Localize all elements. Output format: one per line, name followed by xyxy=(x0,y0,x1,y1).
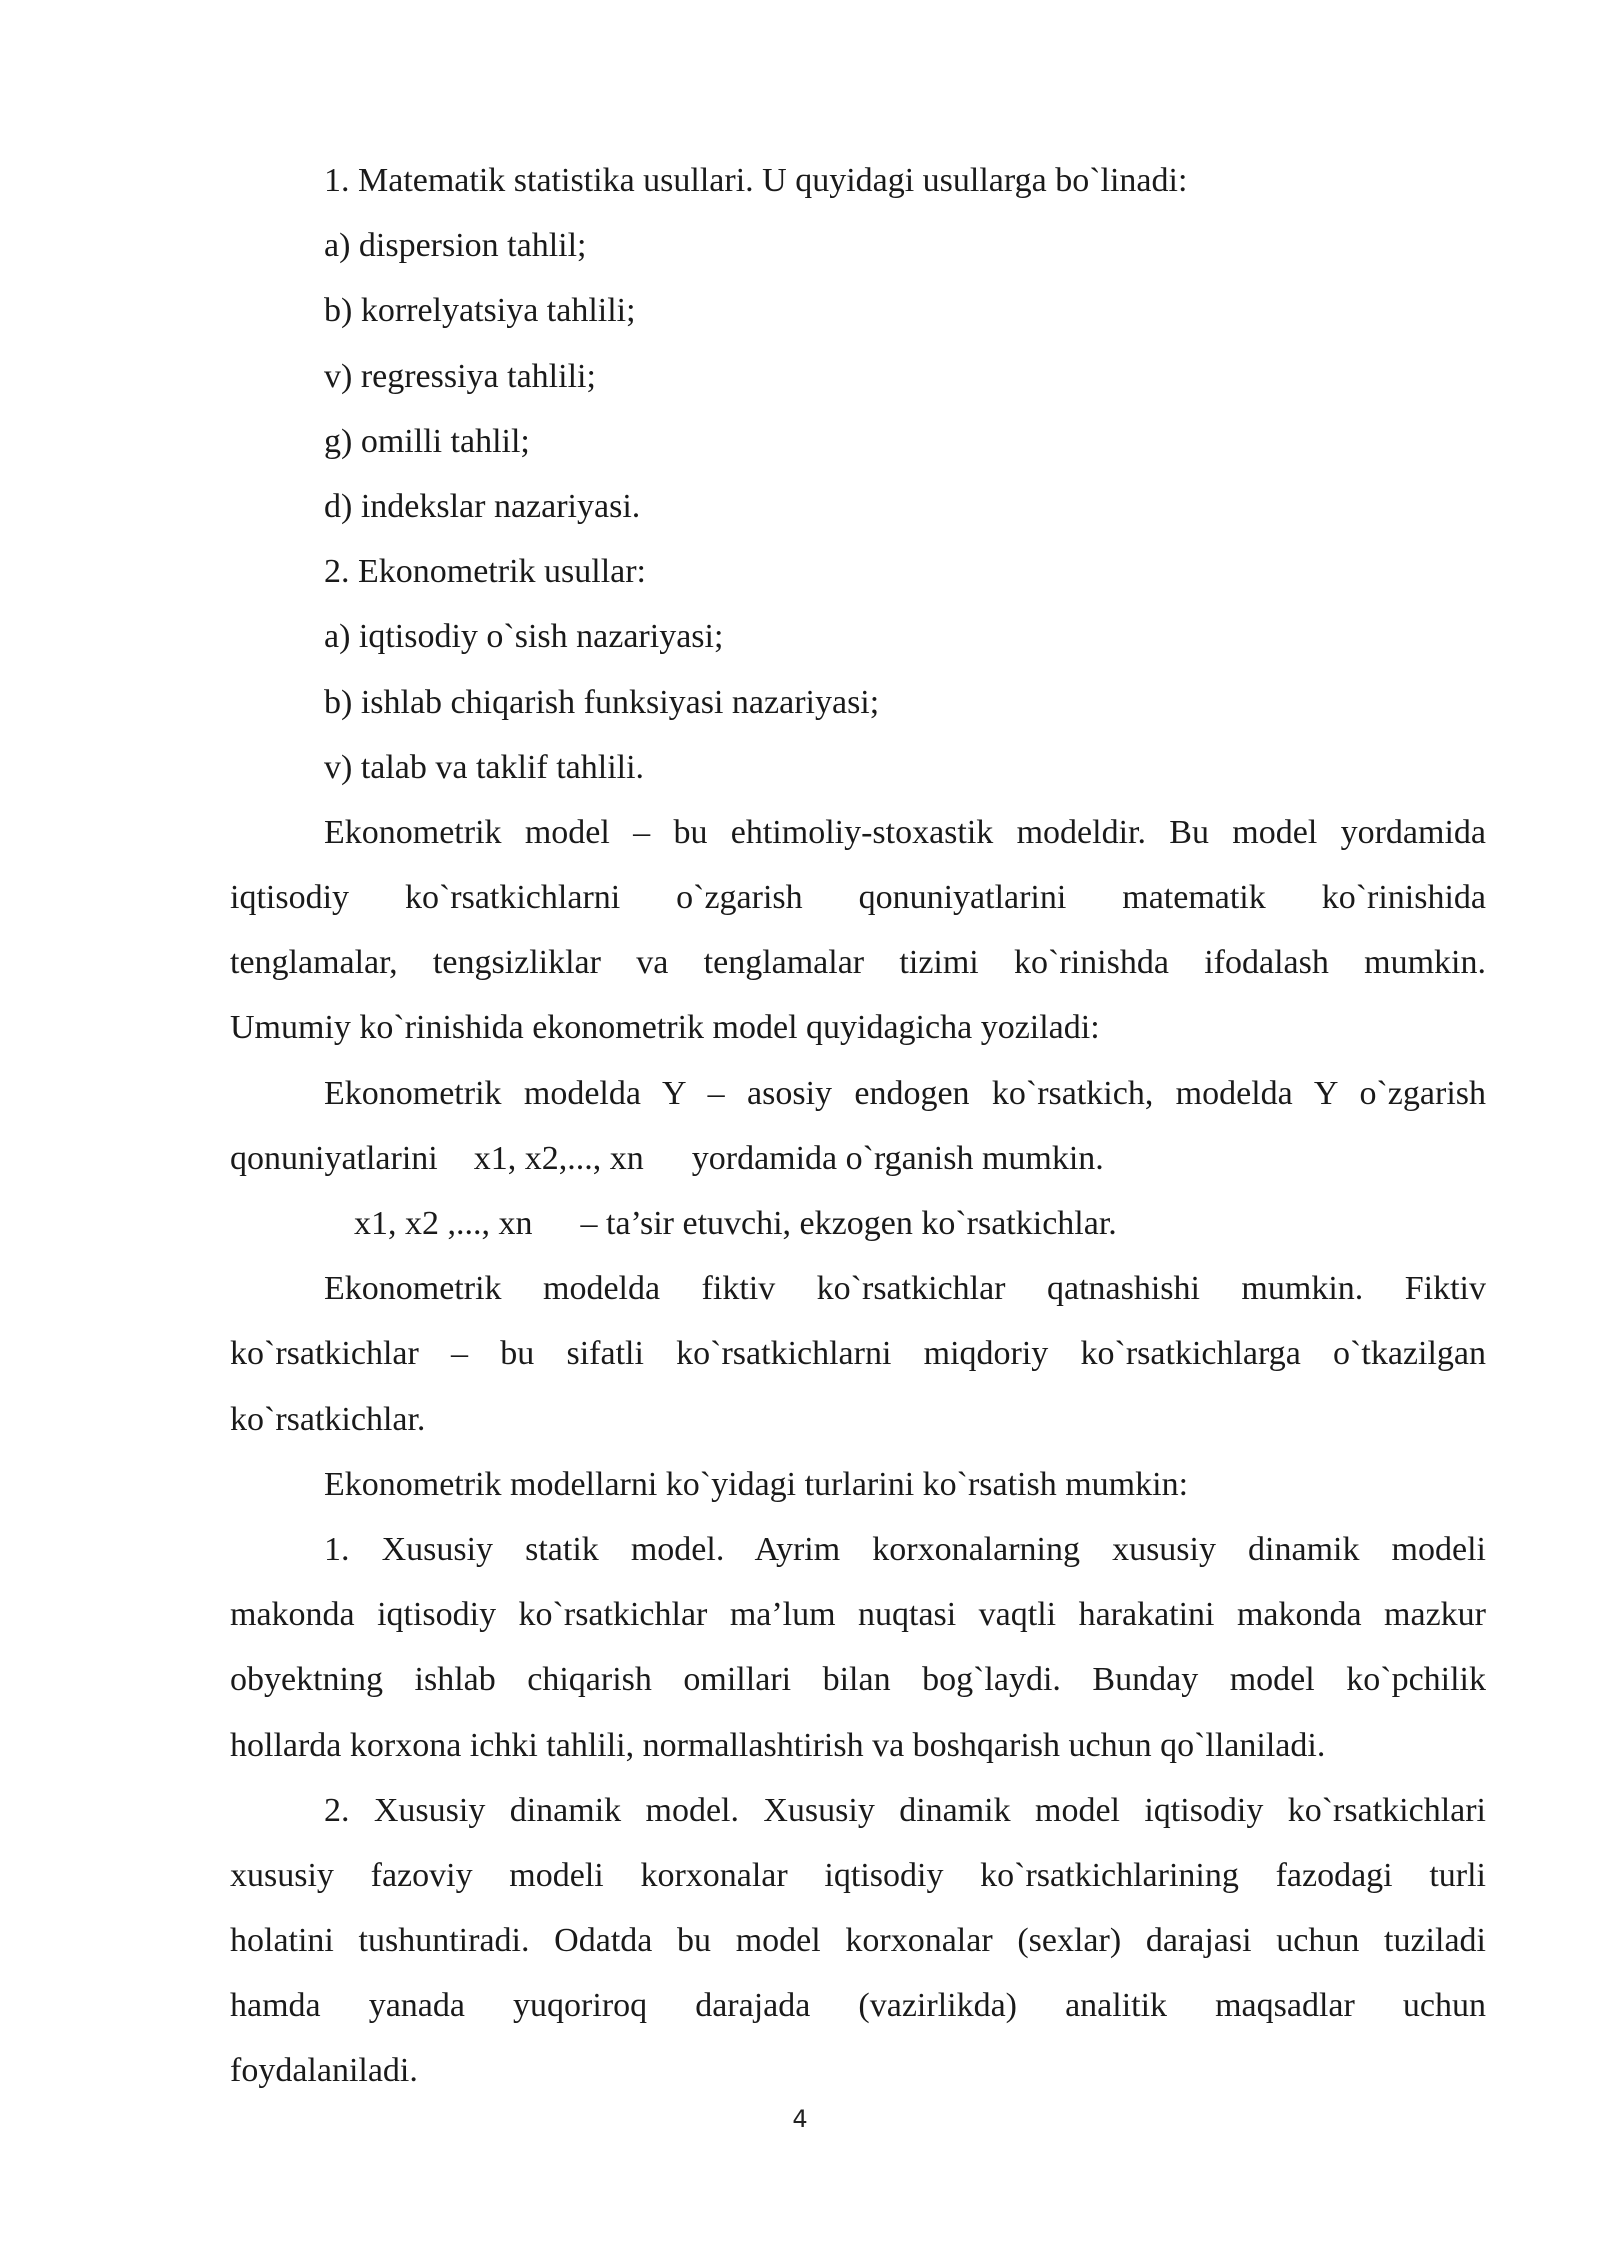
page-number: 4 xyxy=(792,2105,808,2133)
text-line: Ekonometrik modelda Y – asosiy endogen ko`rsatkich, modelda Y o`zgarish xyxy=(324,1074,1486,1112)
text-line: v) regressiya tahlili; xyxy=(324,357,596,395)
text-fragment: qonuniyatlarini xyxy=(230,1139,438,1177)
text-line: foydalaniladi. xyxy=(230,2052,418,2090)
text-line: g) omilli tahlil; xyxy=(324,422,530,460)
text-line: v) talab va taklif tahlili. xyxy=(324,748,645,786)
text-line: 2. Xususiy dinamik model. Xususiy dinamik model iqtisodiy ko`rsatkichlari xyxy=(324,1791,1486,1829)
document-body xyxy=(230,148,1486,2104)
text-line: Umumiy ko`rinishida ekonometrik model quyidagicha yoziladi: xyxy=(230,1009,1100,1047)
text-line: b) korrelyatsiya tahlili; xyxy=(324,292,636,330)
text-line: Ekonometrik modellarni ko`yidagi turlarini ko`rsatish mumkin: xyxy=(324,1465,1189,1503)
variable-list: x1, x2 ,..., xn xyxy=(354,1205,533,1242)
text-line: tenglamalar, tengsizliklar va tenglamalar tizimi ko`rinishda ifodalash mumkin. xyxy=(230,944,1486,982)
text-line: ko`rsatkichlar – bu sifatli ko`rsatkichlarni miqdoriy ko`rsatkichlarga o`tkazilgan xyxy=(230,1335,1486,1373)
text-line: makonda iqtisodiy ko`rsatkichlar ma’lum nuqtasi vaqtli harakatini makonda mazkur xyxy=(230,1596,1486,1634)
text-line: xususiy fazoviy modeli korxonalar iqtisodiy ko`rsatkichlarining fazodagi turli xyxy=(230,1856,1486,1894)
text-line: a) dispersion tahlil; xyxy=(324,227,587,265)
text-line: Ekonometrik model – bu ehtimoliy-stoxastik modeldir. Bu model yordamida xyxy=(324,813,1486,851)
text-line: b) ishlab chiqarish funksiyasi nazariyasi; xyxy=(324,683,880,721)
text-line: 1. Xususiy statik model. Ayrim korxonalarning xususiy dinamik modeli xyxy=(324,1530,1486,1568)
text-line: iqtisodiy ko`rsatkichlarni o`zgarish qonuniyatlarini matematik ko`rinishida xyxy=(230,879,1486,917)
text-line: 2. Ekonometrik usullar: xyxy=(324,553,647,591)
text-line: d) indekslar nazariyasi. xyxy=(324,487,641,525)
text-line: hamda yanada yuqoriroq darajada (vazirlikda) analitik maqsadlar uchun xyxy=(230,1987,1486,2025)
text-fragment: yordamida o`rganish mumkin. xyxy=(691,1139,1104,1177)
text-line: a) iqtisodiy o`sish nazariyasi; xyxy=(324,618,724,656)
text-line-with-variables xyxy=(230,1191,1486,1256)
text-line: holatini tushuntiradi. Odatda bu model korxonalar (sexlar) darajasi uchun tuziladi xyxy=(230,1922,1486,1960)
text-line: ko`rsatkichlar. xyxy=(230,1400,426,1438)
text-fragment: – ta’sir etuvchi, ekzogen ko`rsatkichlar. xyxy=(580,1205,1117,1242)
text-line: 1. Matematik statistika usullari. U quyidagi usullarga bo`linadi: xyxy=(324,162,1188,199)
text-line: obyektning ishlab chiqarish omillari bilan bog`laydi. Bunday model ko`pchilik xyxy=(230,1661,1486,1699)
text-line: hollarda korxona ichki tahlili, normallashtirish va boshqarish uchun qo`llaniladi. xyxy=(230,1726,1326,1764)
variable-list: x1, x2,..., xn xyxy=(473,1139,644,1177)
text-line-with-variables xyxy=(230,1126,1486,1191)
text-line: Ekonometrik modelda fiktiv ko`rsatkichlar qatnashishi mumkin. Fiktiv xyxy=(324,1270,1486,1308)
